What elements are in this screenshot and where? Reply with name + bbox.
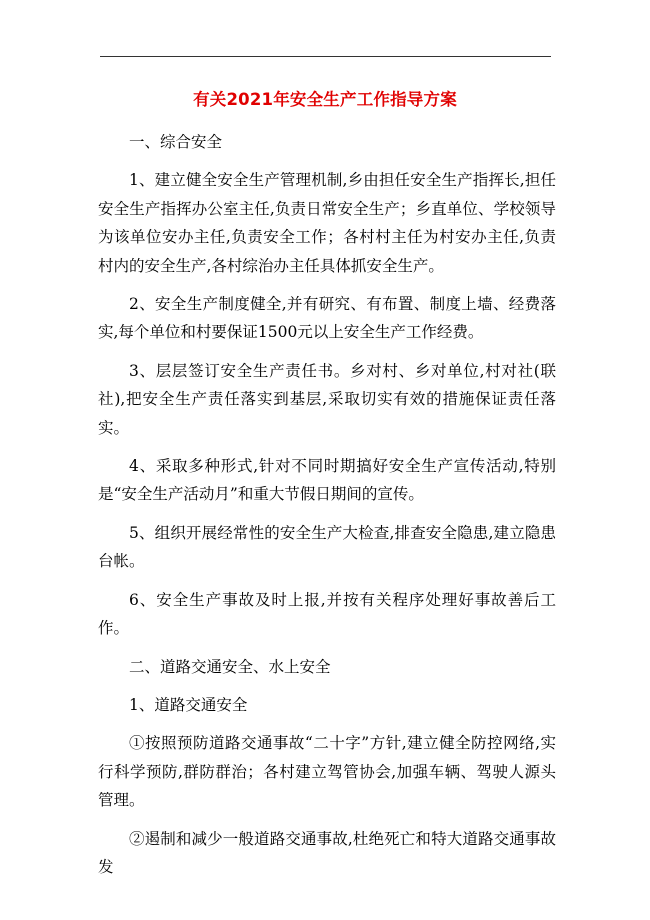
section-heading-general-safety: 一、综合安全 (129, 133, 223, 151)
paragraph-3: 3、层层签订安全生产责任书。乡对村、乡对单位,村对社(联社),把安全生产责任落实到基层,采取切实有效的措施保证责任落实。 (98, 361, 556, 437)
paragraph-road-1: ①按照预防道路交通事故“二十字”方针,建立健全防控网络,实行科学预防,群防群治；各村建立驾管协会,加强车辆、驾驶人源头管理。 (98, 734, 556, 810)
document-body (98, 128, 556, 891)
paragraph-2: 2、安全生产制度健全,并有研究、有布置、制度上墙、经费落实,每个单位和村要保证1500元以上安全生产工作经费。 (98, 295, 556, 342)
header-rule (100, 56, 551, 57)
section-heading-traffic-water-safety: 二、道路交通安全、水上安全 (129, 657, 331, 676)
document-title: 有关2021年安全生产工作指导方案 (193, 90, 457, 109)
subsection-heading-road-traffic: 1、道路交通安全 (129, 695, 248, 714)
paragraph-4: 4、采取多种形式,针对不同时期搞好安全生产宣传活动,特别是“安全生产活动月”和重大节假日期间的宣传。 (98, 457, 556, 504)
paragraph-6: 6、安全生产事故及时上报,并按有关程序处理好事故善后工作。 (98, 590, 556, 638)
paragraph-road-2: ②遏制和减少一般道路交通事故,杜绝死亡和特大道路交通事故发 (98, 829, 556, 876)
paragraph-5: 5、组织开展经常性的安全生产大检查,排查安全隐患,建立隐患台帐。 (98, 523, 556, 571)
paragraph-1: 1、建立健全安全生产管理机制,乡由担任安全生产指挥长,担任安全生产指挥办公室主任,负责日常安全生产；乡直单位、学校领导为该单位安办主任,负责安全工作；各村村主任为村安办主任,负责村内的安全生产,各村综治办主任具体抓安全生产。 (98, 171, 556, 275)
